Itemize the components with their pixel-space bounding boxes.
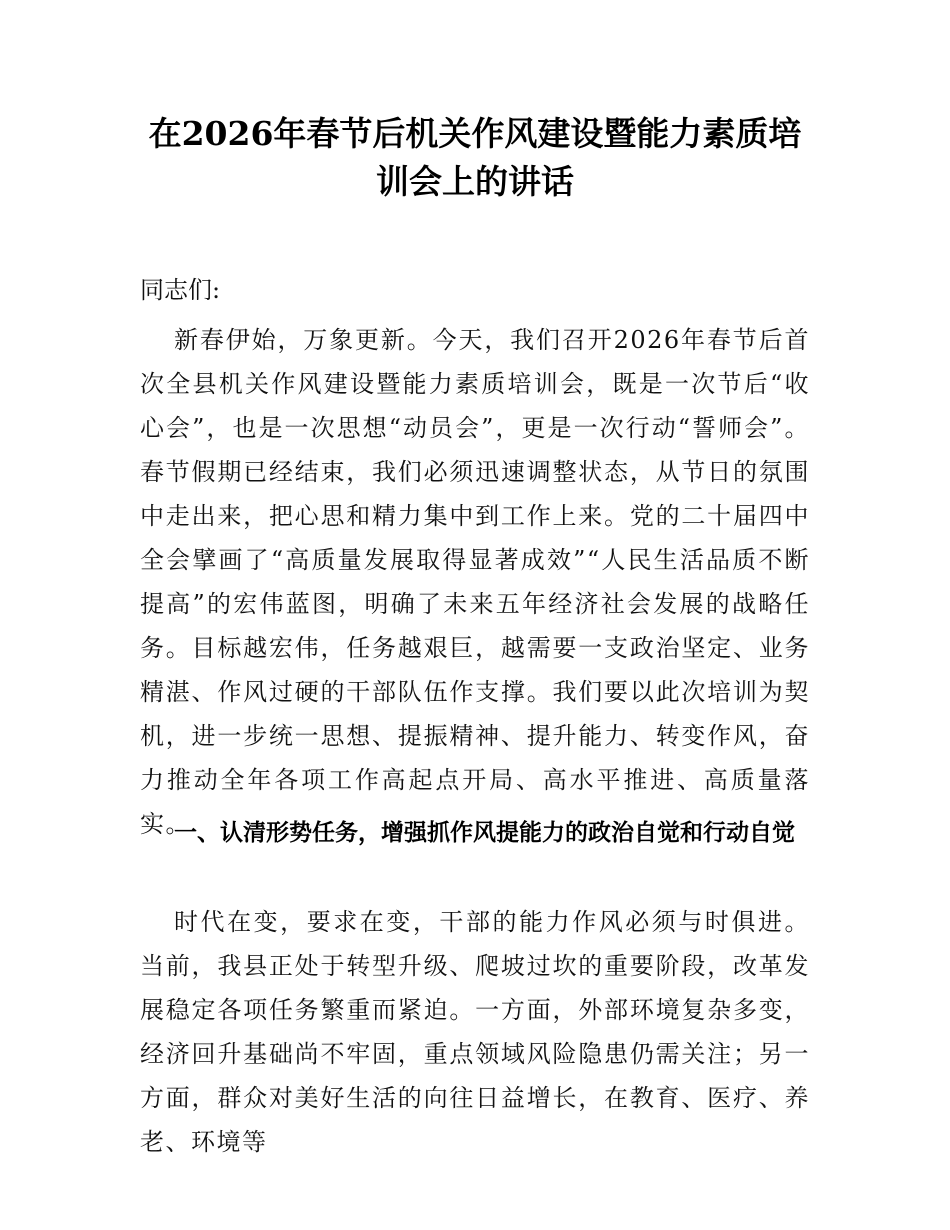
document-title: 在2026年春节后机关作风建设暨能力素质培训会上的讲话 bbox=[148, 114, 802, 201]
section-heading-1: 一、认清形势任务，增强抓作风提能力的政治自觉和行动自觉 bbox=[174, 820, 795, 846]
greeting: 同志们: bbox=[140, 276, 221, 304]
paragraph-section-1: 时代在变，要求在变，干部的能力作风必须与时俱进。当前，我县正处于转型升级、爬坡过坎的重要阶段，改革发展稳定各项任务繁重而紧迫。一方面，外部环境复杂多变，经济回升基础尚不牢固，重点领域风险隐患仍需关注；另一方面，群众对美好生活的向往日益增长，在教育、医疗、养老、环境等 bbox=[140, 908, 810, 1156]
paragraph-intro: 新春伊始，万象更新。今天，我们召开2026年春节后首次全县机关作风建设暨能力素质培训会，既是一次节后“收心会”，也是一次思想“动员会”，更是一次行动“誓师会”。春节假期已经结束，我们必须迅速调整状态，从节日的氛围中走出来，把心思和精力集中到工作上来。党的二十届四中全会擘画了“高质量发展取得显著成效”“人民生活品质不断提高”的宏伟蓝图，明确了未来五年经济社会发展的战略任务。目标越宏伟，任务越艰巨，越需要一支政治坚定、业务精湛、作风过硬的干部队伍作支撑。我们要以此次培训为契机，进一步统一思想、提振精神、提升能力、转变作风，奋力推动全年各项工作高起点开局、高水平推进、高质量落实。 bbox=[140, 326, 810, 838]
